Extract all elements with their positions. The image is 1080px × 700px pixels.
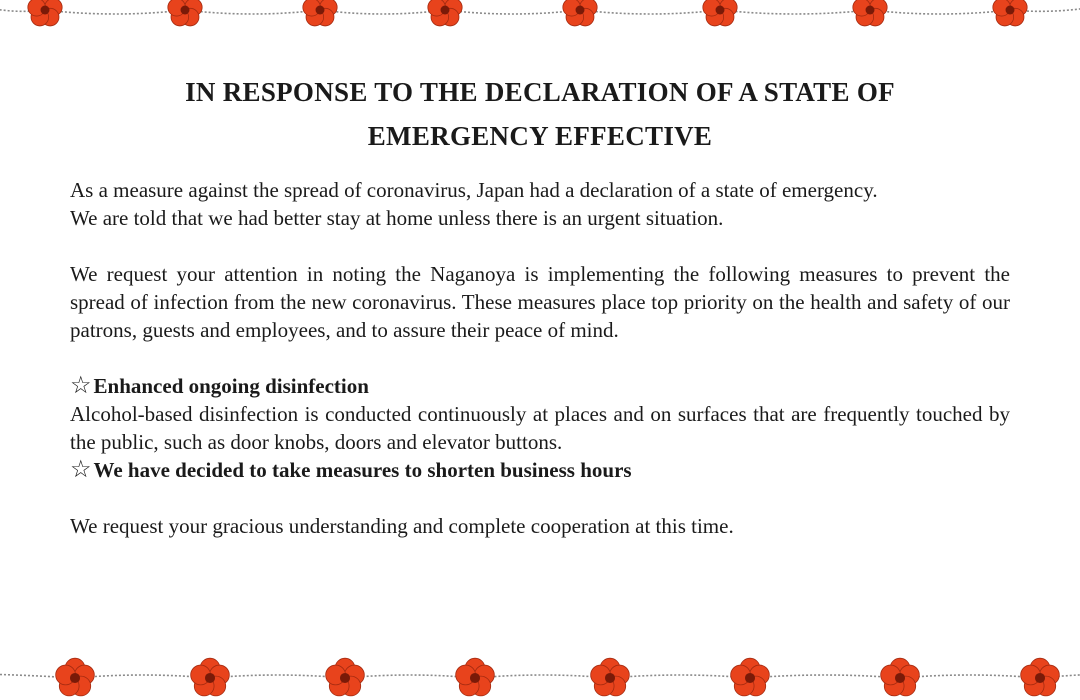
garland-string: [0, 6, 1080, 14]
title-line-2: EMERGENCY EFFECTIVE: [367, 121, 713, 151]
flower-icon: [168, 0, 202, 26]
flower-icon: [428, 0, 462, 26]
spacer: [70, 344, 1010, 372]
spacer: [70, 232, 1010, 260]
measure-1-title: Enhanced ongoing disinfection: [93, 374, 369, 398]
notice-title: [70, 70, 1010, 158]
intro-line-1: As a measure against the spread of coronavirus, Japan had a declaration of a state of emergency.: [70, 178, 878, 202]
flower-icon: [303, 0, 337, 26]
measure-1-heading: [70, 372, 1010, 400]
flower-icon: [1021, 658, 1060, 696]
star-icon: ☆: [70, 457, 92, 483]
star-icon: ☆: [70, 373, 92, 399]
flower-icon: [326, 658, 365, 696]
closing-paragraph: We request your gracious understanding and complete cooperation at this time.: [70, 514, 734, 538]
measure-2-title: We have decided to take measures to shorten business hours: [93, 458, 632, 482]
flower-icon: [703, 0, 737, 26]
measure-2-heading: [70, 456, 1010, 484]
flower-garland-bottom: [0, 646, 1080, 700]
top-flower-border: [0, 0, 1080, 50]
flower-icon: [563, 0, 597, 26]
flower-icon: [591, 658, 630, 696]
intro-paragraph: [70, 176, 1010, 232]
flower-icon: [56, 658, 95, 696]
flower-icon: [853, 0, 887, 26]
flower-icon: [28, 0, 62, 26]
title-line-1: IN RESPONSE TO THE DECLARATION OF A STATE OF: [185, 77, 895, 107]
bottom-flower-border: [0, 646, 1080, 700]
flower-icon: [731, 658, 770, 696]
measure-1-body: Alcohol-based disinfection is conducted continuously at places and on surfaces that are frequently touched by the public, such as door knobs, doors and elevator buttons.: [70, 402, 1010, 454]
intro-line-2: We are told that we had better stay at home unless there is an urgent situation.: [70, 206, 724, 230]
notice-document: [70, 70, 1010, 540]
request-paragraph: We request your attention in noting the Naganoya is implementing the following measures to prevent the spread of infection from the new coronavirus. These measures place top priority on the health and safety of our patrons, guests and employees, and to assure their peace of mind.: [70, 262, 1010, 342]
flower-icon: [993, 0, 1027, 26]
flower-icon: [191, 658, 230, 696]
flower-icon: [881, 658, 920, 696]
spacer: [70, 484, 1010, 512]
flower-garland-top: [0, 0, 1080, 50]
flower-icon: [456, 658, 495, 696]
